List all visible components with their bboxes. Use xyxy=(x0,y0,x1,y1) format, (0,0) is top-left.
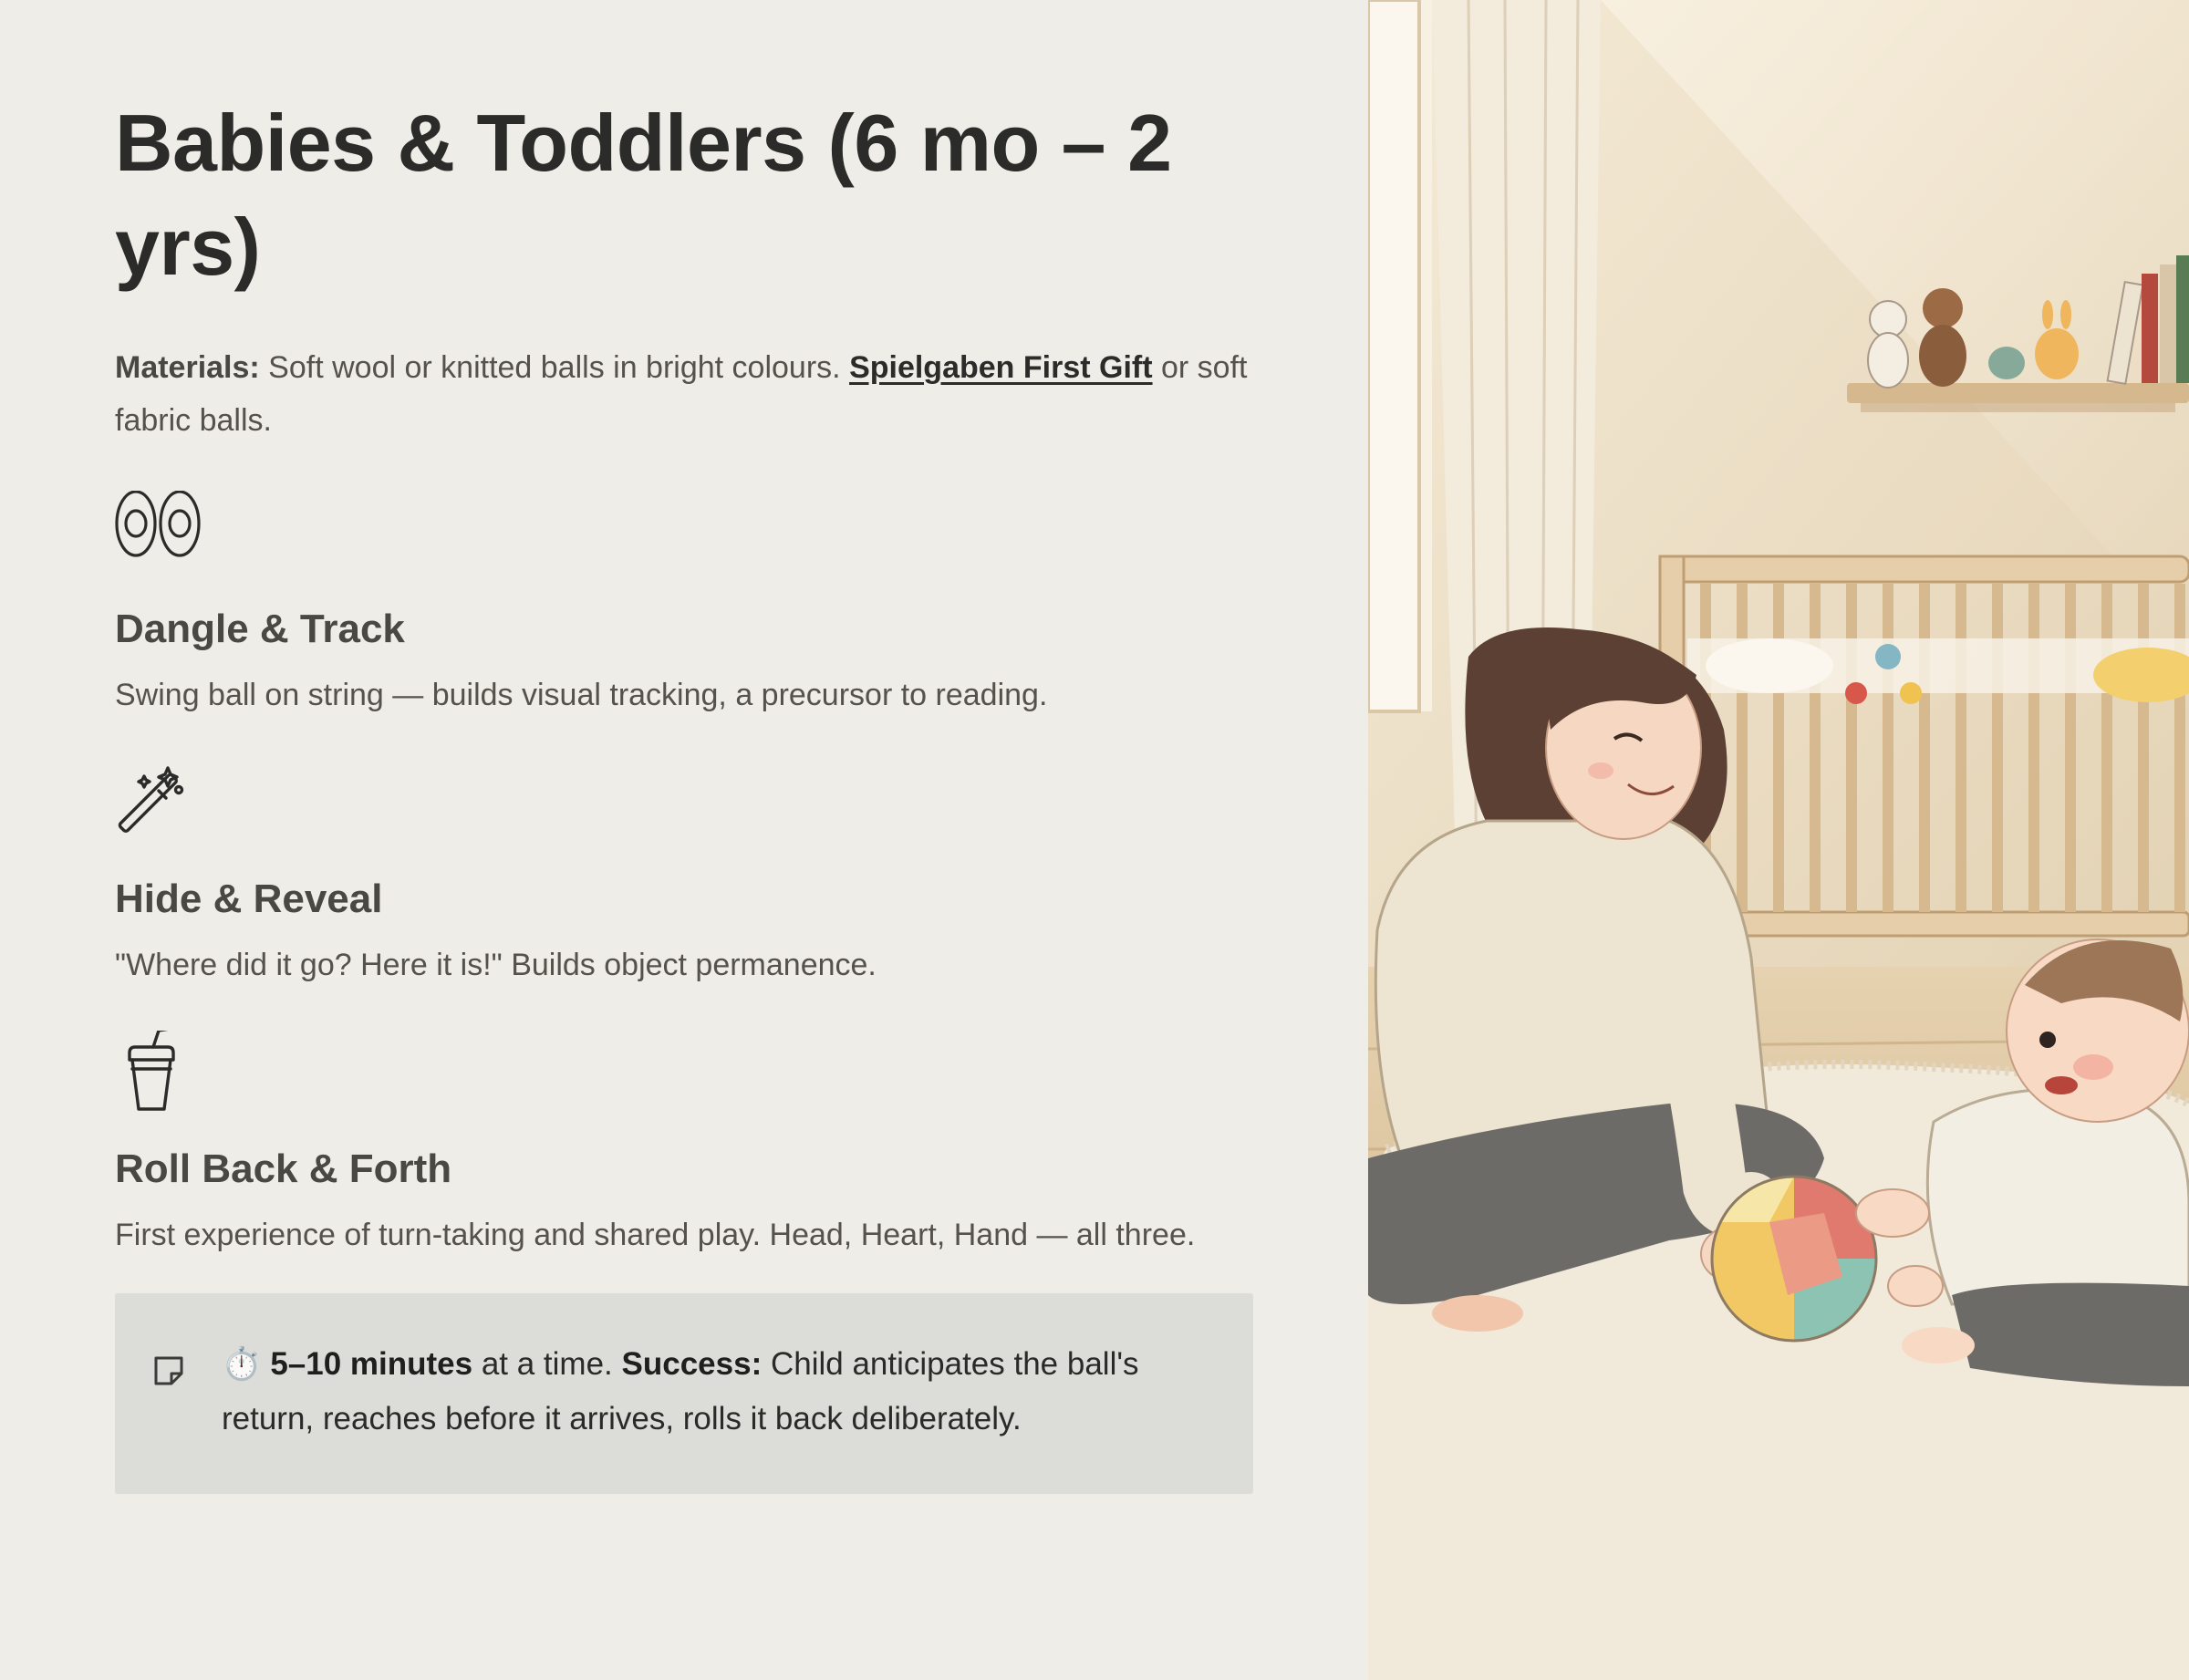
timer-emoji: ⏱️ xyxy=(222,1346,262,1382)
mother-and-baby-rolling-ball-illustration xyxy=(1368,0,2189,1680)
materials-text-after: or soft fabric balls. xyxy=(115,350,1248,438)
activity-dangle-track xyxy=(115,491,1253,717)
success-label: Success: xyxy=(621,1346,763,1382)
illustration-panel xyxy=(1368,0,2189,1680)
activity-description: Swing ball on string — builds visual tracking, a precursor to reading. xyxy=(115,678,1048,712)
duration: 5–10 minutes xyxy=(270,1346,473,1382)
activity-title: Roll Back & Forth xyxy=(115,1146,452,1191)
timing-callout xyxy=(115,1293,1253,1494)
activity-roll-back-forth xyxy=(115,1031,1253,1257)
activity-title: Hide & Reveal xyxy=(115,876,383,921)
magic-wand-icon xyxy=(115,761,206,852)
eyes-icon xyxy=(115,491,206,582)
duration-suffix: at a time. xyxy=(472,1346,622,1382)
materials-label: Materials: xyxy=(115,350,260,385)
success-text: Child anticipates the ball's return, reaches before it arrives, rolls it back deliberately. xyxy=(222,1346,1139,1436)
activity-hide-reveal xyxy=(115,761,1253,987)
note-icon xyxy=(151,1353,186,1388)
cup-with-straw-icon xyxy=(115,1031,206,1122)
materials-paragraph xyxy=(115,341,1253,447)
activity-description: First experience of turn-taking and shared play. Head, Heart, Hand — all three. xyxy=(115,1218,1196,1252)
spielgaben-first-gift-link[interactable]: Spielgaben First Gift xyxy=(849,350,1153,385)
materials-text: Soft wool or knitted balls in bright colours. xyxy=(259,350,850,385)
activity-title: Dangle & Track xyxy=(115,607,405,651)
content-column xyxy=(115,91,1253,1494)
activity-description: "Where did it go? Here it is!" Builds object permanence. xyxy=(115,948,877,982)
page-title: Babies & Toddlers (6 mo – 2 yrs) xyxy=(115,98,1172,292)
